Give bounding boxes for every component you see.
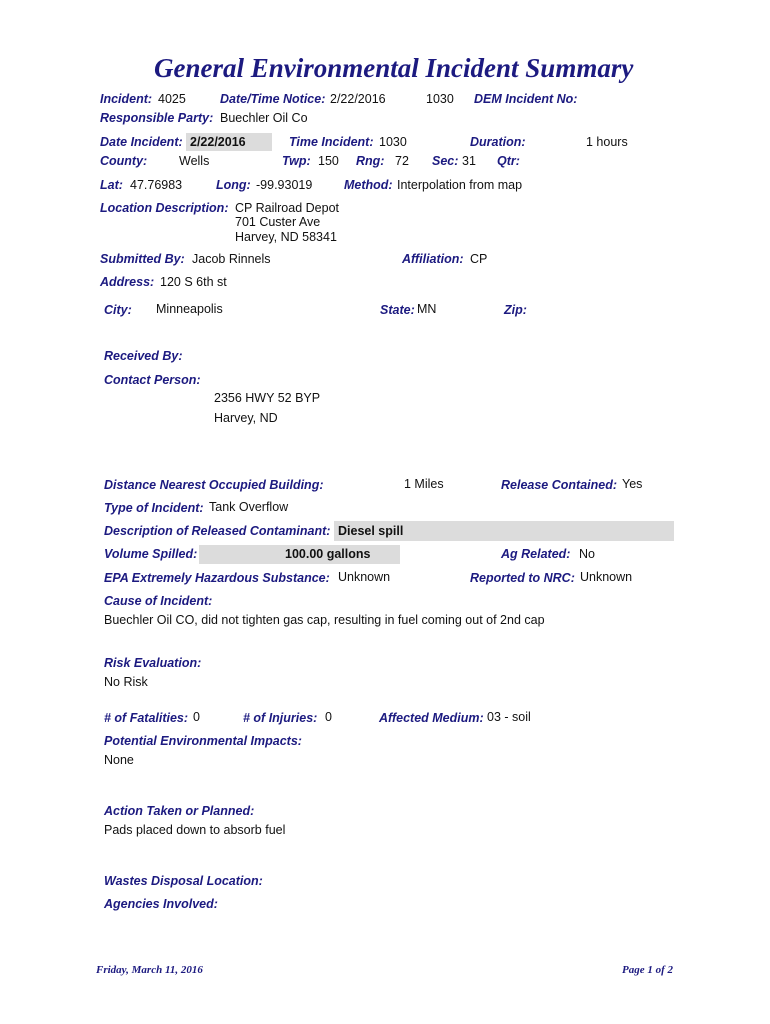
ag-related-value: No — [579, 547, 595, 561]
agencies-label: Agencies Involved: — [104, 897, 218, 911]
method-value: Interpolation from map — [397, 178, 523, 192]
city-value: Minneapolis — [156, 302, 223, 316]
time-incident-label: Time Incident: — [289, 135, 374, 149]
epa-substance-label: EPA Extremely Hazardous Substance: — [104, 571, 330, 585]
risk-label: Risk Evaluation: — [104, 656, 202, 670]
released-contaminant-value: Diesel spill — [338, 524, 404, 538]
sec-value: 31 — [462, 154, 476, 168]
release-contained-value: Yes — [622, 477, 643, 491]
incident-value: 4025 — [158, 92, 186, 106]
rng-value: 72 — [395, 154, 409, 168]
received-by-label: Received By: — [104, 349, 183, 363]
cause-value: Buechler Oil CO, did not tighten gas cap, resulting in fuel coming out of 2nd cap — [104, 613, 545, 627]
volume-spilled-label: Volume Spilled: — [104, 547, 198, 561]
type-of-incident-value: Tank Overflow — [209, 500, 289, 514]
injuries-label: # of Injuries: — [243, 711, 318, 725]
action-value: Pads placed down to absorb fuel — [104, 823, 286, 837]
cause-label: Cause of Incident: — [104, 594, 213, 608]
affiliation-label: Affiliation: — [402, 252, 464, 266]
twp-value: 150 — [318, 154, 339, 168]
lat-label: Lat: — [100, 178, 123, 192]
qtr-label: Qtr: — [497, 154, 520, 168]
incident-label: Incident: — [100, 92, 153, 106]
dem-incident-no-label: DEM Incident No: — [474, 92, 578, 106]
responsible-party-label: Responsible Party: — [100, 111, 214, 125]
time-incident-value: 1030 — [379, 135, 407, 149]
location-line-2: 701 Custer Ave — [235, 215, 321, 229]
affiliation-value: CP — [470, 252, 488, 266]
fatalities-value: 0 — [193, 710, 200, 724]
twp-label: Twp: — [282, 154, 311, 168]
responsible-party-value: Buechler Oil Co — [220, 111, 308, 125]
ag-related-label: Ag Related: — [501, 547, 571, 561]
date-incident-label: Date Incident: — [100, 135, 183, 149]
volume-spilled-value: 100.00 gallons — [285, 547, 371, 561]
location-line-3: Harvey, ND 58341 — [235, 230, 337, 244]
risk-value: No Risk — [104, 675, 148, 689]
lat-value: 47.76983 — [130, 178, 183, 192]
type-of-incident-label: Type of Incident: — [104, 501, 204, 515]
action-label: Action Taken or Planned: — [104, 804, 255, 818]
distance-building-value: 1 Miles — [404, 477, 444, 491]
address-label: Address: — [100, 275, 155, 289]
sec-label: Sec: — [432, 154, 459, 168]
released-contaminant-label: Description of Released Contaminant: — [104, 524, 331, 538]
date-time-notice-date: 2/22/2016 — [330, 92, 386, 106]
date-incident-value: 2/22/2016 — [190, 135, 246, 149]
contact-line-2: Harvey, ND — [214, 411, 278, 425]
impacts-label: Potential Environmental Impacts: — [104, 734, 302, 748]
contact-line-1: 2356 HWY 52 BYP — [214, 391, 321, 405]
location-line-1: CP Railroad Depot — [235, 201, 339, 215]
city-label: City: — [104, 303, 132, 317]
date-time-notice-label: Date/Time Notice: — [220, 92, 326, 106]
affected-medium-label: Affected Medium: — [379, 711, 484, 725]
impacts-value: None — [104, 753, 134, 767]
date-time-notice-time: 1030 — [426, 92, 454, 106]
footer-page: Page 1 of 2 — [622, 964, 674, 976]
footer-date: Friday, March 11, 2016 — [96, 964, 203, 976]
fatalities-label: # of Fatalities: — [104, 711, 189, 725]
zip-label: Zip: — [504, 303, 527, 317]
wastes-label: Wastes Disposal Location: — [104, 874, 263, 888]
reported-nrc-label: Reported to NRC: — [470, 571, 575, 585]
method-label: Method: — [344, 178, 393, 192]
county-label: County: — [100, 154, 148, 168]
state-label: State: — [380, 303, 415, 317]
injuries-value: 0 — [325, 710, 332, 724]
long-value: -99.93019 — [256, 178, 313, 192]
rng-label: Rng: — [356, 154, 385, 168]
submitted-by-value: Jacob Rinnels — [192, 252, 271, 266]
address-value: 120 S 6th st — [160, 275, 227, 289]
contact-person-label: Contact Person: — [104, 373, 201, 387]
release-contained-label: Release Contained: — [501, 478, 618, 492]
duration-value: 1 hours — [586, 135, 628, 149]
distance-building-label: Distance Nearest Occupied Building: — [104, 478, 324, 492]
epa-substance-value: Unknown — [338, 570, 391, 584]
state-value: MN — [417, 302, 437, 316]
location-description-label: Location Description: — [100, 201, 229, 215]
county-value: Wells — [179, 154, 210, 168]
page-title: General Environmental Incident Summary — [154, 53, 634, 83]
affected-medium-value: 03 - soil — [487, 710, 531, 724]
reported-nrc-value: Unknown — [580, 570, 633, 584]
submitted-by-label: Submitted By: — [100, 252, 185, 266]
duration-label: Duration: — [470, 135, 526, 149]
long-label: Long: — [216, 178, 251, 192]
